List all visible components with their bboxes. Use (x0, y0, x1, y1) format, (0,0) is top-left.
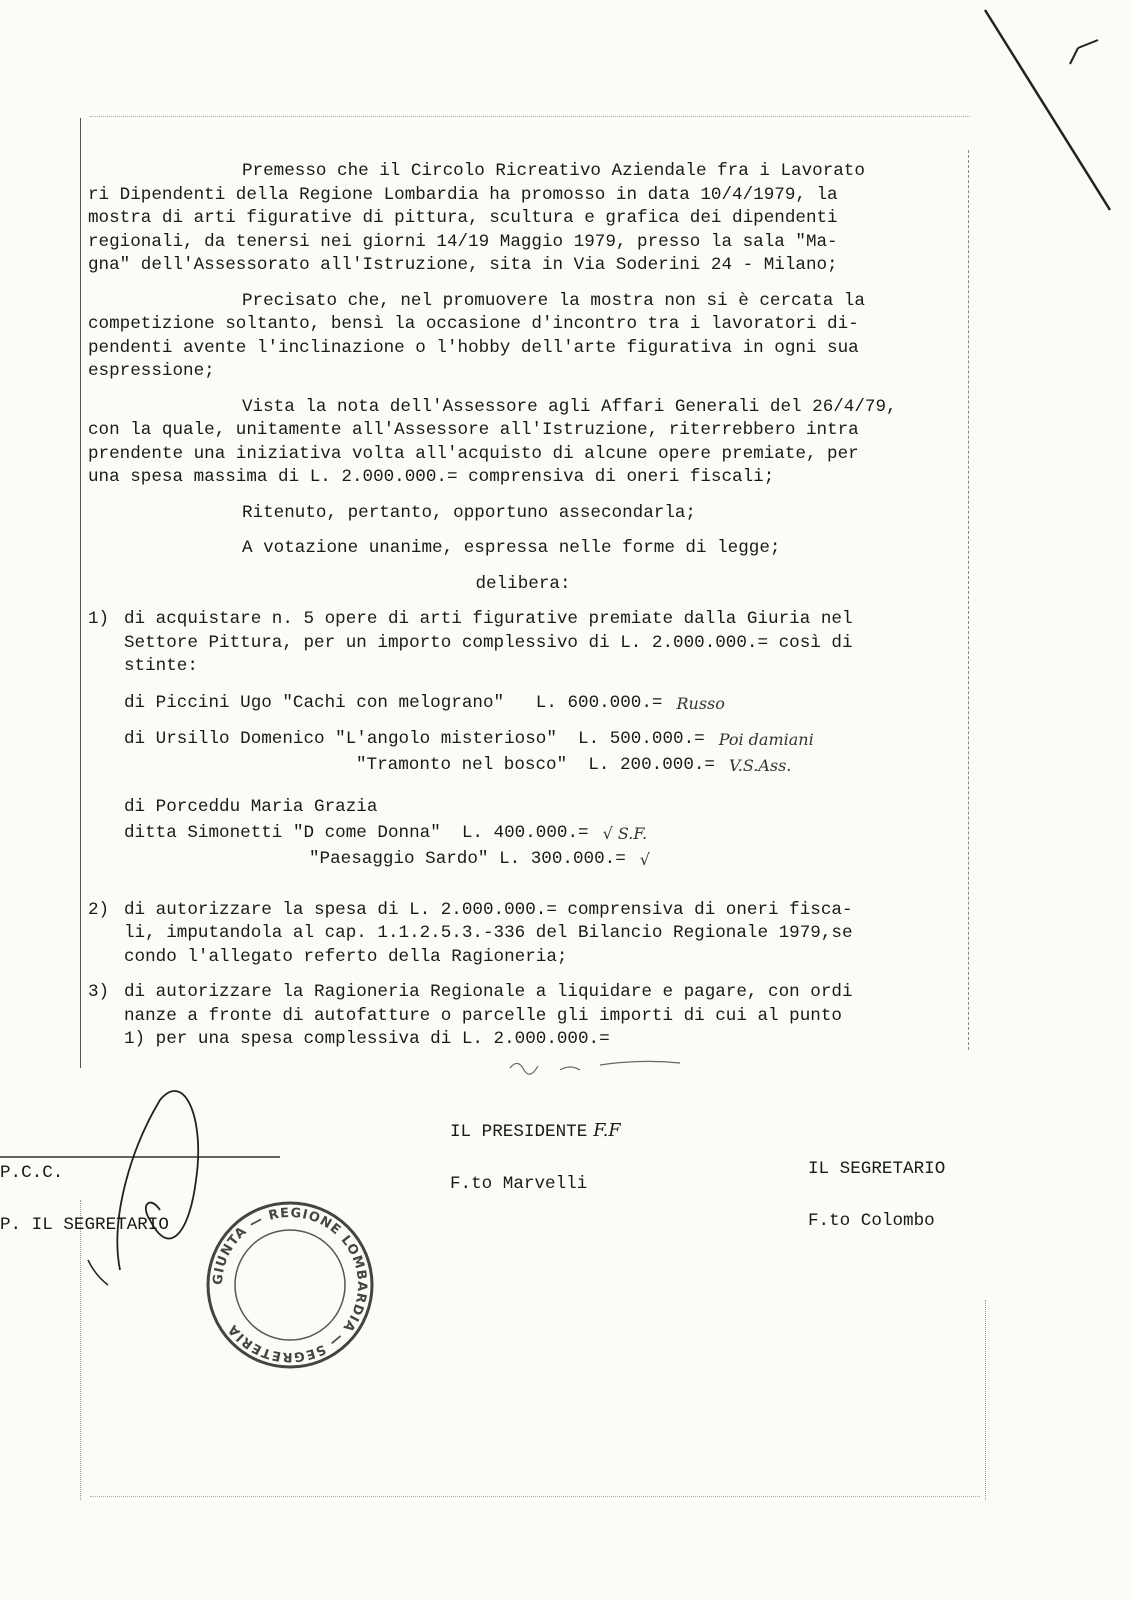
artwork-title: "D come Donna" (292, 822, 441, 843)
item-number: 2) (88, 899, 110, 920)
artwork-title: "Paesaggio Sardo" (309, 848, 489, 869)
artwork-artist: di Porceddu Maria Grazia (124, 796, 378, 817)
preamble-vista: Vista la nota dell'Assessore agli Affari Generali del 26/4/79, con la quale, unitamente all'Assessore all'Istruzione, riterrebbero intra prendente una iniziativa volta all'acquisto di alcune opere premiate, per una spesa massima di L. 2.000.000.= comprensiva di oneri fiscali; (88, 396, 897, 487)
pcc-segretario: P. IL SEGRETARIO (0, 1215, 169, 1235)
item-text: di acquistare n. 5 opere di arti figurative premiate dalla Giuria nel Settore Pittura, per un importo complessivo di L. 2.000.000.= così di stinte: (124, 609, 853, 676)
preamble-precisato: Precisato che, nel promuovere la mostra non si è cercata la competizione soltanto, bensì la occasione d'incontro tra i lavoratori di- pendenti avente l'inclinazione o l'hobby dell'arte figurativa in ogni sua espressione; (88, 290, 865, 381)
artwork-amount: L. 600.000.= (535, 692, 663, 713)
stamp-text: GIUNTA — REGIONE LOMBARDIA — SEGRETERIA (210, 1205, 370, 1365)
segretario-name: F.to Colombo (808, 1211, 935, 1231)
artwork-title: "Cachi con melograno" (282, 692, 505, 713)
item-number: 3) (88, 982, 110, 1002)
artwork-title: "L'angolo misterioso" (335, 728, 557, 749)
segretario-title: IL SEGRETARIO (808, 1159, 946, 1179)
ritenuto-line: Ritenuto, pertanto, opportuno assecondarla; (242, 502, 696, 523)
artwork-handwritten-note: Poi damiani (718, 729, 814, 749)
artwork-artist: di Ursillo Domenico (124, 728, 325, 749)
votazione-line: A votazione unanime, espressa nelle forme di legge; (242, 538, 781, 558)
presidente-title: IL PRESIDENTE (450, 1122, 588, 1142)
preamble-premesso: Premesso che il Circolo Ricreativo Aziendale fra i Lavorato ri Dipendenti della Regione Lombardia ha promosso in data 10/4/1979, la mostra di arti figurative di pittura, scultura e grafica dei dipendenti regionali, da tenersi nei giorni 14/19 Maggio 1979, presso la sala "Ma- gna" dell'Assessorato all'Istruzione, sita in Via Soderini 24 - Milano; (88, 161, 865, 275)
presidente-ff: F.F (593, 1121, 621, 1141)
presidente-name: F.to Marvelli (450, 1174, 588, 1194)
artwork-artist: di Piccini Ugo (124, 692, 272, 713)
artwork-handwritten-note: V.S.Ass. (729, 755, 792, 775)
artwork-amount: L. 300.000.= (499, 848, 626, 869)
item-text: di autorizzare la spesa di L. 2.000.000.= comprensiva di oneri fisca- li, imputandola al cap. 1.1.2.5.3.-336 del Bilancio Regionale 1979,se condo l'allegato referto della Ragioneria; (124, 899, 853, 967)
item-text: di autorizzare la Ragioneria Regionale a liquidare e pagare, con ordi nanze a fronte di autofatture o parcelle gli importi di cui al punto 1) per una spesa complessiva di L. 2.000.000.= (124, 982, 853, 1049)
artwork-handwritten-note: √ S.F. (602, 823, 648, 843)
artwork-handwritten-note: Russo (676, 693, 725, 713)
pcc-label: P.C.C. (0, 1163, 64, 1183)
delibera-heading: delibera: (475, 573, 571, 594)
artwork-title: "Tramonto nel bosco" (356, 754, 568, 775)
artwork-amount: L. 200.000.= (588, 754, 715, 775)
artwork-handwritten-note: √ (639, 849, 650, 869)
artwork-amount: L. 400.000.= (461, 822, 589, 843)
artwork-artist: ditta Simonetti (124, 822, 283, 843)
item-number: 1) (88, 609, 110, 629)
artwork-amount: L. 500.000.= (578, 728, 705, 749)
